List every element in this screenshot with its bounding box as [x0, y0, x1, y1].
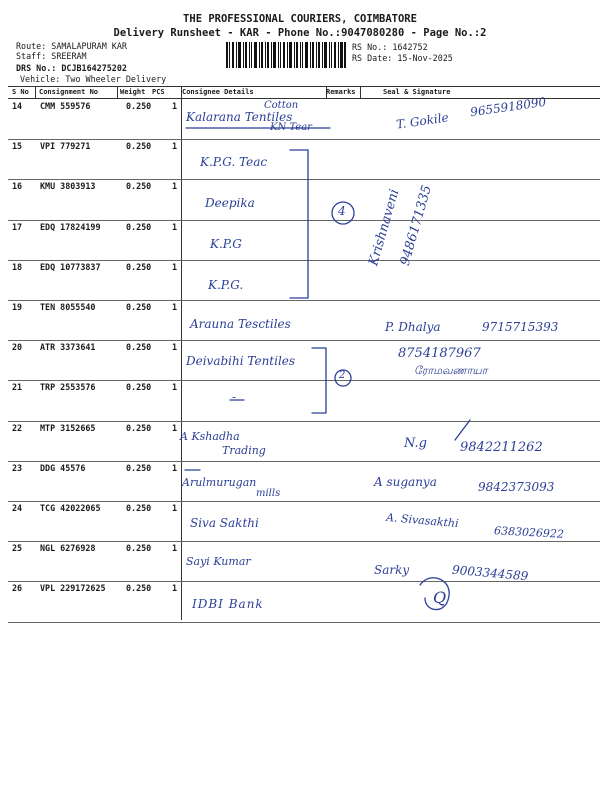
row-consignment: TEN 8055540	[40, 302, 96, 312]
r14-consignee-note-2: KN Tear	[270, 122, 312, 133]
col-header-sno: S No	[12, 88, 29, 96]
row-sno: 16	[12, 181, 23, 192]
row-weight: 0.250	[126, 261, 152, 272]
row-consignment: CMM 559576	[40, 101, 91, 111]
r26-signature: Q	[433, 588, 447, 607]
rs-date: RS Date: 15-Nov-2025	[352, 53, 453, 63]
row-divider	[8, 622, 600, 623]
r23-signature: A suganya	[374, 475, 437, 489]
r20-signature: ரோமவணாயா	[414, 364, 488, 377]
row-sno: 25	[12, 543, 23, 554]
r14-consignee-note: Cotton	[264, 100, 299, 111]
r14-consignee: Kalarana Tentiles	[186, 110, 293, 124]
rs-number: RS No.: 1642752	[352, 42, 428, 52]
group-a-phone: 9486171335	[397, 183, 435, 268]
group-b-count: 2	[339, 370, 346, 381]
row-weight: 0.250	[126, 302, 152, 312]
row-consignment: EDQ 10773837	[40, 261, 101, 272]
row-divider	[8, 421, 600, 422]
row-divider	[8, 340, 600, 341]
row-pcs: 1	[172, 462, 178, 473]
r25-consignee: Sayi Kumar	[186, 555, 251, 568]
r25-signature: Sarky	[374, 563, 410, 577]
row-weight: 0.250	[126, 543, 152, 554]
r24-signature: A. Sivasakthi	[385, 510, 460, 531]
row-divider	[8, 179, 600, 180]
col-header-seal: Seal & Signature	[383, 88, 451, 96]
row-weight: 0.250	[126, 141, 152, 152]
r20-phone: 8754187967	[398, 346, 481, 361]
row-consignment: EDQ 17824199	[40, 221, 101, 232]
row-sno: 20	[12, 342, 23, 353]
row-consignment: KMU 3803913	[40, 181, 96, 192]
row-pcs: 1	[172, 261, 178, 272]
r19-signature: P. Dhalya	[385, 320, 441, 334]
row-divider	[8, 541, 600, 542]
row-sno: 19	[12, 302, 23, 312]
row-sno: 21	[12, 382, 23, 393]
col-header-consignment: Consignment No	[39, 88, 99, 96]
r19-consignee: Arauna Tesctiles	[190, 317, 291, 331]
col-header-consignee: Consignee Details	[182, 88, 254, 96]
row-pcs: 1	[172, 101, 178, 111]
runsheet-subtitle: Delivery Runsheet - KAR - Phone No.:9047080280 - Page No.:2	[113, 27, 487, 39]
row-sno: 24	[12, 503, 23, 513]
r22-phone: 9842211262	[460, 440, 543, 455]
row-weight: 0.250	[126, 342, 152, 353]
r26-consignee: IDBI Bank	[192, 597, 264, 611]
row-pcs: 1	[172, 422, 178, 433]
row-sno: 22	[12, 422, 23, 433]
row-consignment: MTP 3152665	[40, 422, 96, 433]
row-weight: 0.250	[126, 101, 152, 111]
r14-phone: 9655918090	[469, 94, 547, 120]
row-pcs: 1	[172, 221, 178, 232]
row-sno: 15	[12, 141, 23, 152]
staff-label: Staff: SREERAM	[16, 51, 87, 61]
row-consignment: VPI 779271	[40, 141, 91, 152]
row-divider	[8, 139, 600, 140]
row-consignment: DDG 45576	[40, 462, 86, 473]
row-weight: 0.250	[126, 382, 152, 393]
r22-consignee-2: Trading	[222, 444, 266, 457]
row-pcs: 1	[172, 302, 178, 312]
r18-consignee: K.P.G.	[208, 278, 244, 292]
row-weight: 0.250	[126, 181, 152, 192]
row-consignment: TRP 2553576	[40, 382, 96, 393]
row-sno: 23	[12, 462, 23, 473]
r25-phone: 9003344589	[451, 562, 529, 584]
check-stroke	[455, 420, 470, 440]
group-a-count: 4	[338, 204, 346, 218]
vehicle-label: Vehicle: Two Wheeler Delivery	[20, 74, 167, 84]
r21-consignee: -	[232, 390, 237, 404]
row-sno: 26	[12, 583, 23, 594]
r23-phone: 9842373093	[478, 480, 555, 494]
col-header-weight: Weight	[120, 88, 146, 96]
row-divider	[8, 300, 600, 301]
r16-consignee: Deepika	[205, 196, 255, 210]
row-sno: 18	[12, 261, 23, 272]
row-divider	[8, 380, 600, 381]
r17-consignee: K.P.G	[210, 237, 242, 251]
header-divider	[360, 86, 361, 99]
header-divider	[117, 86, 118, 99]
r23-consignee: Arulmurugan	[182, 476, 257, 489]
group-a-signature: Krishnaveni	[366, 187, 403, 268]
table-top-rule	[8, 86, 600, 87]
company-title: THE PROFESSIONAL COURIERS, COIMBATORE	[183, 13, 417, 25]
r22-consignee: A Kshadha	[180, 430, 240, 443]
row-pcs: 1	[172, 382, 178, 393]
row-weight: 0.250	[126, 422, 152, 433]
consignee-column-divider	[181, 86, 182, 620]
row-pcs: 1	[172, 503, 178, 513]
row-weight: 0.250	[126, 583, 152, 594]
row-weight: 0.250	[126, 503, 152, 513]
r22-signature: N.g	[404, 436, 427, 451]
row-pcs: 1	[172, 583, 178, 594]
drs-number: DRS No.: DCJB164275202	[16, 63, 127, 73]
barcode-icon	[226, 42, 346, 68]
r15-consignee: K.P.G. Teac	[200, 155, 268, 169]
header-divider	[35, 86, 36, 99]
r24-consignee: Siva Sakthi	[190, 516, 259, 530]
r19-phone: 9715715393	[482, 320, 559, 334]
col-header-remarks: Remarks	[326, 88, 356, 96]
col-header-pcs: PCS	[152, 88, 165, 96]
row-divider	[8, 461, 600, 462]
row-weight: 0.250	[126, 221, 152, 232]
row-pcs: 1	[172, 141, 178, 152]
r20-consignee: Deivabihi Tentiles	[186, 354, 296, 368]
row-consignment: VPL 229172625	[40, 583, 106, 594]
group-bracket-a	[290, 150, 308, 298]
r14-signature: T. Gokile	[395, 110, 450, 132]
row-sno: 14	[12, 101, 23, 111]
row-consignment: TCG 42022065	[40, 503, 101, 513]
row-pcs: 1	[172, 181, 178, 192]
row-weight: 0.250	[126, 462, 152, 473]
r23-consignee-2: mills	[256, 488, 281, 499]
row-sno: 17	[12, 221, 23, 232]
route-label: Route: SAMALAPURAM KAR	[16, 41, 127, 51]
row-consignment: ATR 3373641	[40, 342, 96, 353]
r24-phone: 6383026922	[493, 524, 565, 541]
row-pcs: 1	[172, 342, 178, 353]
row-pcs: 1	[172, 543, 178, 554]
row-consignment: NGL 6276928	[40, 543, 96, 554]
row-divider	[8, 501, 600, 502]
